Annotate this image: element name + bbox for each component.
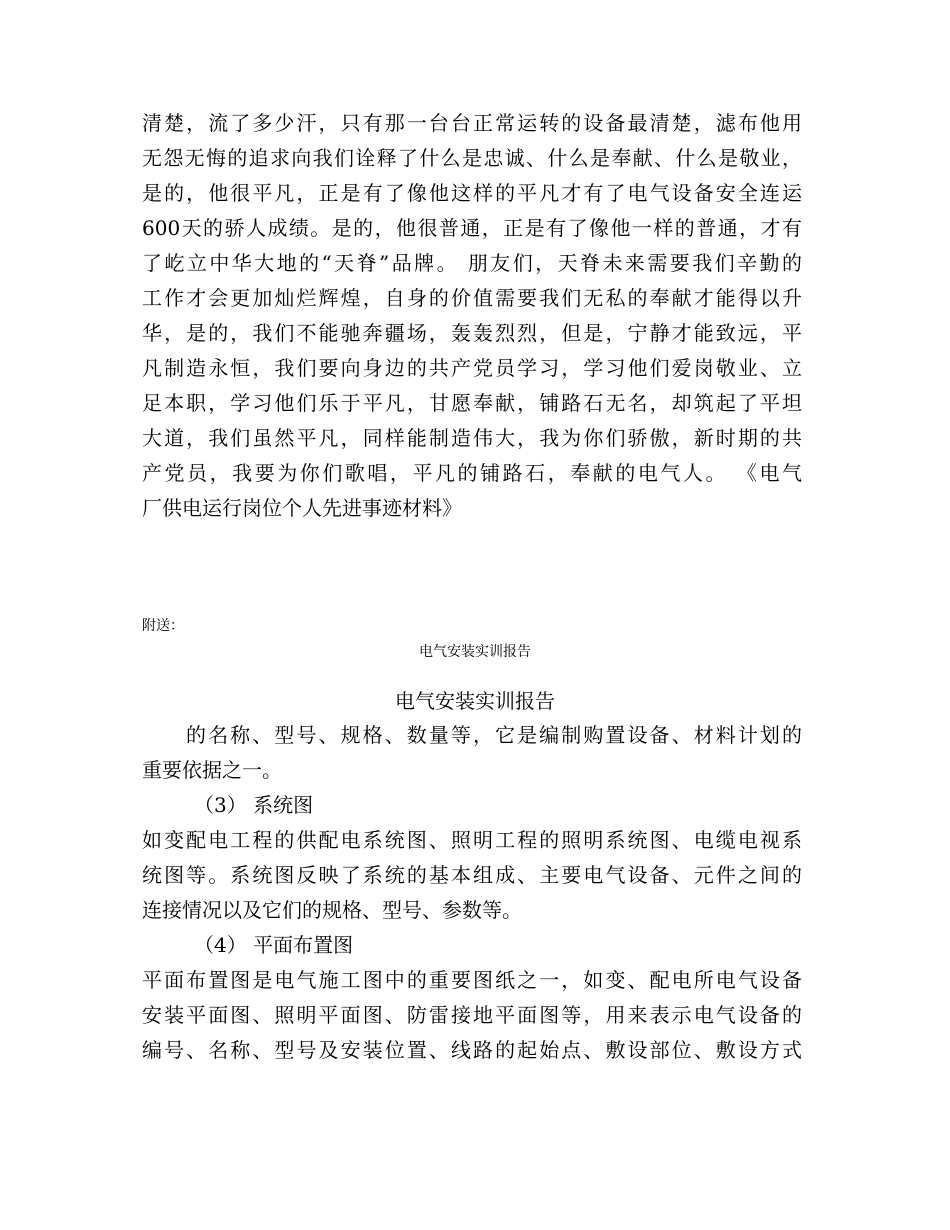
paragraph-line: 凡制造永恒，我们要向身边的共产党员学习，学习他们爱岗敬业、立: [142, 356, 802, 380]
paragraph-line: 厂供电运行岗位个人先进事迹材料》: [142, 496, 462, 520]
body-line: 连接情况以及它们的规格、型号、参数等。: [142, 898, 522, 922]
appendix-label: 附送：: [142, 618, 184, 634]
report-title: 电气安装实训报告: [395, 689, 555, 713]
paragraph-line: 足本职，学习他们乐于平凡，甘愿奉献，铺路石无名，却筑起了平坦: [142, 391, 802, 415]
body-line: 统图等。系统图反映了系统的基本组成、主要电气设备、元件之间的: [142, 863, 802, 887]
report-body: [142, 718, 802, 1068]
paragraph-line: 无怨无悔的追求向我们诠释了什么是忠诚、什么是奉献、什么是敬业，: [142, 146, 802, 170]
body-line: 平面布置图是电气施工图中的重要图纸之一，如变、配电所电气设备: [142, 968, 802, 992]
paragraph-line: 华，是的，我们不能驰奔疆场，轰轰烈烈，但是，宁静才能致远，平: [142, 321, 802, 345]
paragraph-line: 是的，他很平凡，正是有了像他这样的平凡才有了电气设备安全连运: [142, 181, 802, 205]
body-line: 重要依据之一。: [142, 758, 282, 782]
paragraph-line: 工作才会更加灿烂辉煌，自身的价值需要我们无私的奉献才能得以升: [142, 286, 802, 310]
body-line: 如变配电工程的供配电系统图、照明工程的照明系统图、电缆电视系: [142, 828, 802, 852]
body-line: 编号、名称、型号及安装位置、线路的起始点、敷设部位、敷设方式: [142, 1038, 802, 1062]
paragraph-line: 产党员，我要为你们歌唱，平凡的铺路石，奉献的电气人。 《电气: [142, 461, 802, 485]
main-paragraph: [142, 106, 802, 526]
body-line: 安装平面图、照明平面图、防雷接地平面图等，用来表示电气设备的: [142, 1003, 802, 1027]
paragraph-line: 了屹立中华大地的“天脊”品牌。 朋友们，天脊未来需要我们辛勤的: [142, 251, 802, 275]
section-heading-floor-plan: （4） 平面布置图: [194, 933, 354, 957]
section-heading-system-diagram: （3） 系统图: [194, 793, 314, 817]
appendix-small-title: 电气安装实训报告: [419, 644, 531, 660]
body-line: 的名称、型号、规格、数量等，它是编制购置设备、材料计划的: [186, 723, 802, 747]
paragraph-line: 大道，我们虽然平凡，同样能制造伟大，我为你们骄傲，新时期的共: [142, 426, 802, 450]
paragraph-line: 600天的骄人成绩。是的，他很普通，正是有了像他一样的普通，才有: [142, 216, 802, 240]
paragraph-line: 清楚，流了多少汗，只有那一台台正常运转的设备最清楚，滤布他用: [142, 111, 802, 135]
